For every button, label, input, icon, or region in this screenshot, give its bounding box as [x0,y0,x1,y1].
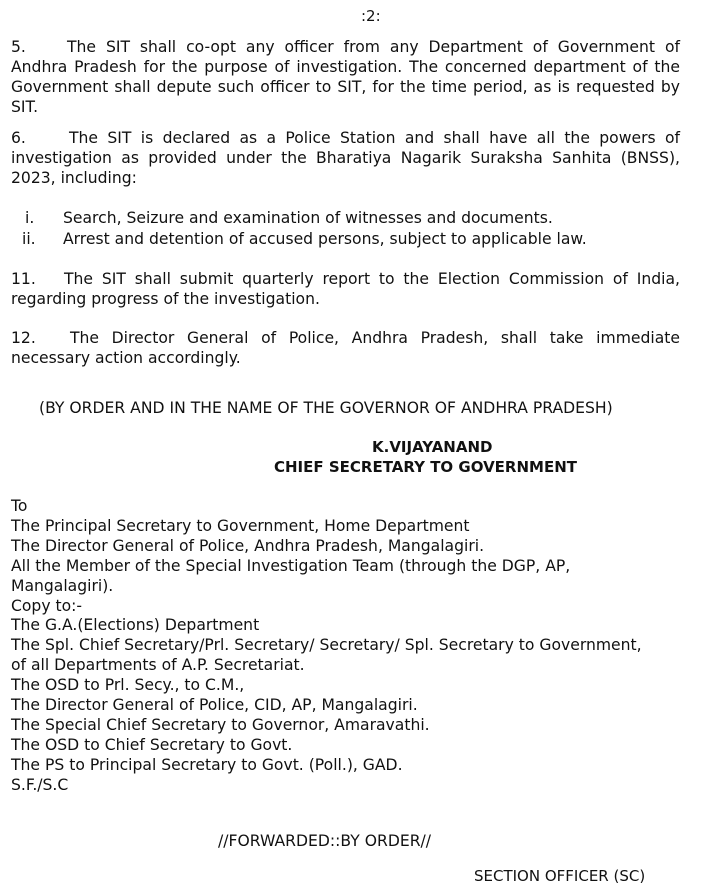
copy-item: The PS to Principal Secretary to Govt. (Poll.), GAD. [11,755,403,774]
copy-to-label: Copy to:- [11,596,83,615]
recipient-item: All the Member of the Special Investigation Team (through the DGP, AP, Mangalagiri). [11,556,571,595]
copy-item: The Director General of Police, CID, AP, Mangalagiri. [11,696,418,715]
page-number: :2: [361,7,381,25]
paragraph-number: 5. [11,38,26,56]
recipient-item: The Principal Secretary to Government, Home Department [11,516,470,535]
list-item-marker: i. [25,209,35,227]
list-item [11,229,680,250]
paragraph-text: The SIT is declared as a Police Station and shall have all the powers of investigation as provided under the Bharatiya Nagarik Suraksha Sanhita (BNSS), 2023, including: [11,129,680,187]
copy-item: S.F./S.C [11,775,69,794]
paragraph-number: 12. [11,329,36,347]
copy-item: The OSD to Prl. Secy., to C.M., [11,676,245,695]
copy-item: The G.A.(Elections) Department [11,616,260,635]
forwarded-line: //FORWARDED::BY ORDER// [218,832,432,850]
recipients-list [11,497,651,796]
list-item-marker: ii. [22,230,36,248]
paragraph-12 [11,328,680,368]
paragraph-6 [11,128,680,188]
paragraph-11 [11,269,680,309]
recipient-item: The Director General of Police, Andhra Pradesh, Mangalagiri. [11,536,485,555]
paragraph-text: The SIT shall co-opt any officer from any Department of Government of Andhra Pradesh for the purpose of investigation. The concerned department of the Government shall depute such officer to SIT, for the time period, as is requested by SIT. [11,38,680,116]
signatory-name: K.VIJAYANAND [372,438,493,456]
copy-item: The OSD to Chief Secretary to Govt. [11,735,293,754]
paragraph-5 [11,37,680,117]
order-line: (BY ORDER AND IN THE NAME OF THE GOVERNOR OF ANDHRA PRADESH) [39,399,613,417]
paragraph-number: 6. [11,129,26,147]
paragraph-number: 11. [11,270,36,288]
paragraph-text: The SIT shall submit quarterly report to the Election Commission of India, regarding progress of the investigation. [11,270,680,308]
sub-item-list [11,208,680,250]
copy-item: The Spl. Chief Secretary/Prl. Secretary/ Secretary/ Spl. Secretary to Government, of all Departments of A.P. Secretariat. [11,636,642,675]
list-item-text: Search, Seizure and examination of witnesses and documents. [63,209,553,227]
list-item-text: Arrest and detention of accused persons, subject to applicable law. [63,230,587,248]
list-item [11,208,680,229]
signatory-title: CHIEF SECRETARY TO GOVERNMENT [274,458,577,476]
copy-item: The Special Chief Secretary to Governor, Amaravathi. [11,715,430,734]
paragraph-text: The Director General of Police, Andhra Pradesh, shall take immediate necessary action accordingly. [11,329,680,367]
to-label: To [11,497,28,515]
section-officer-line: SECTION OFFICER (SC) [474,867,646,885]
